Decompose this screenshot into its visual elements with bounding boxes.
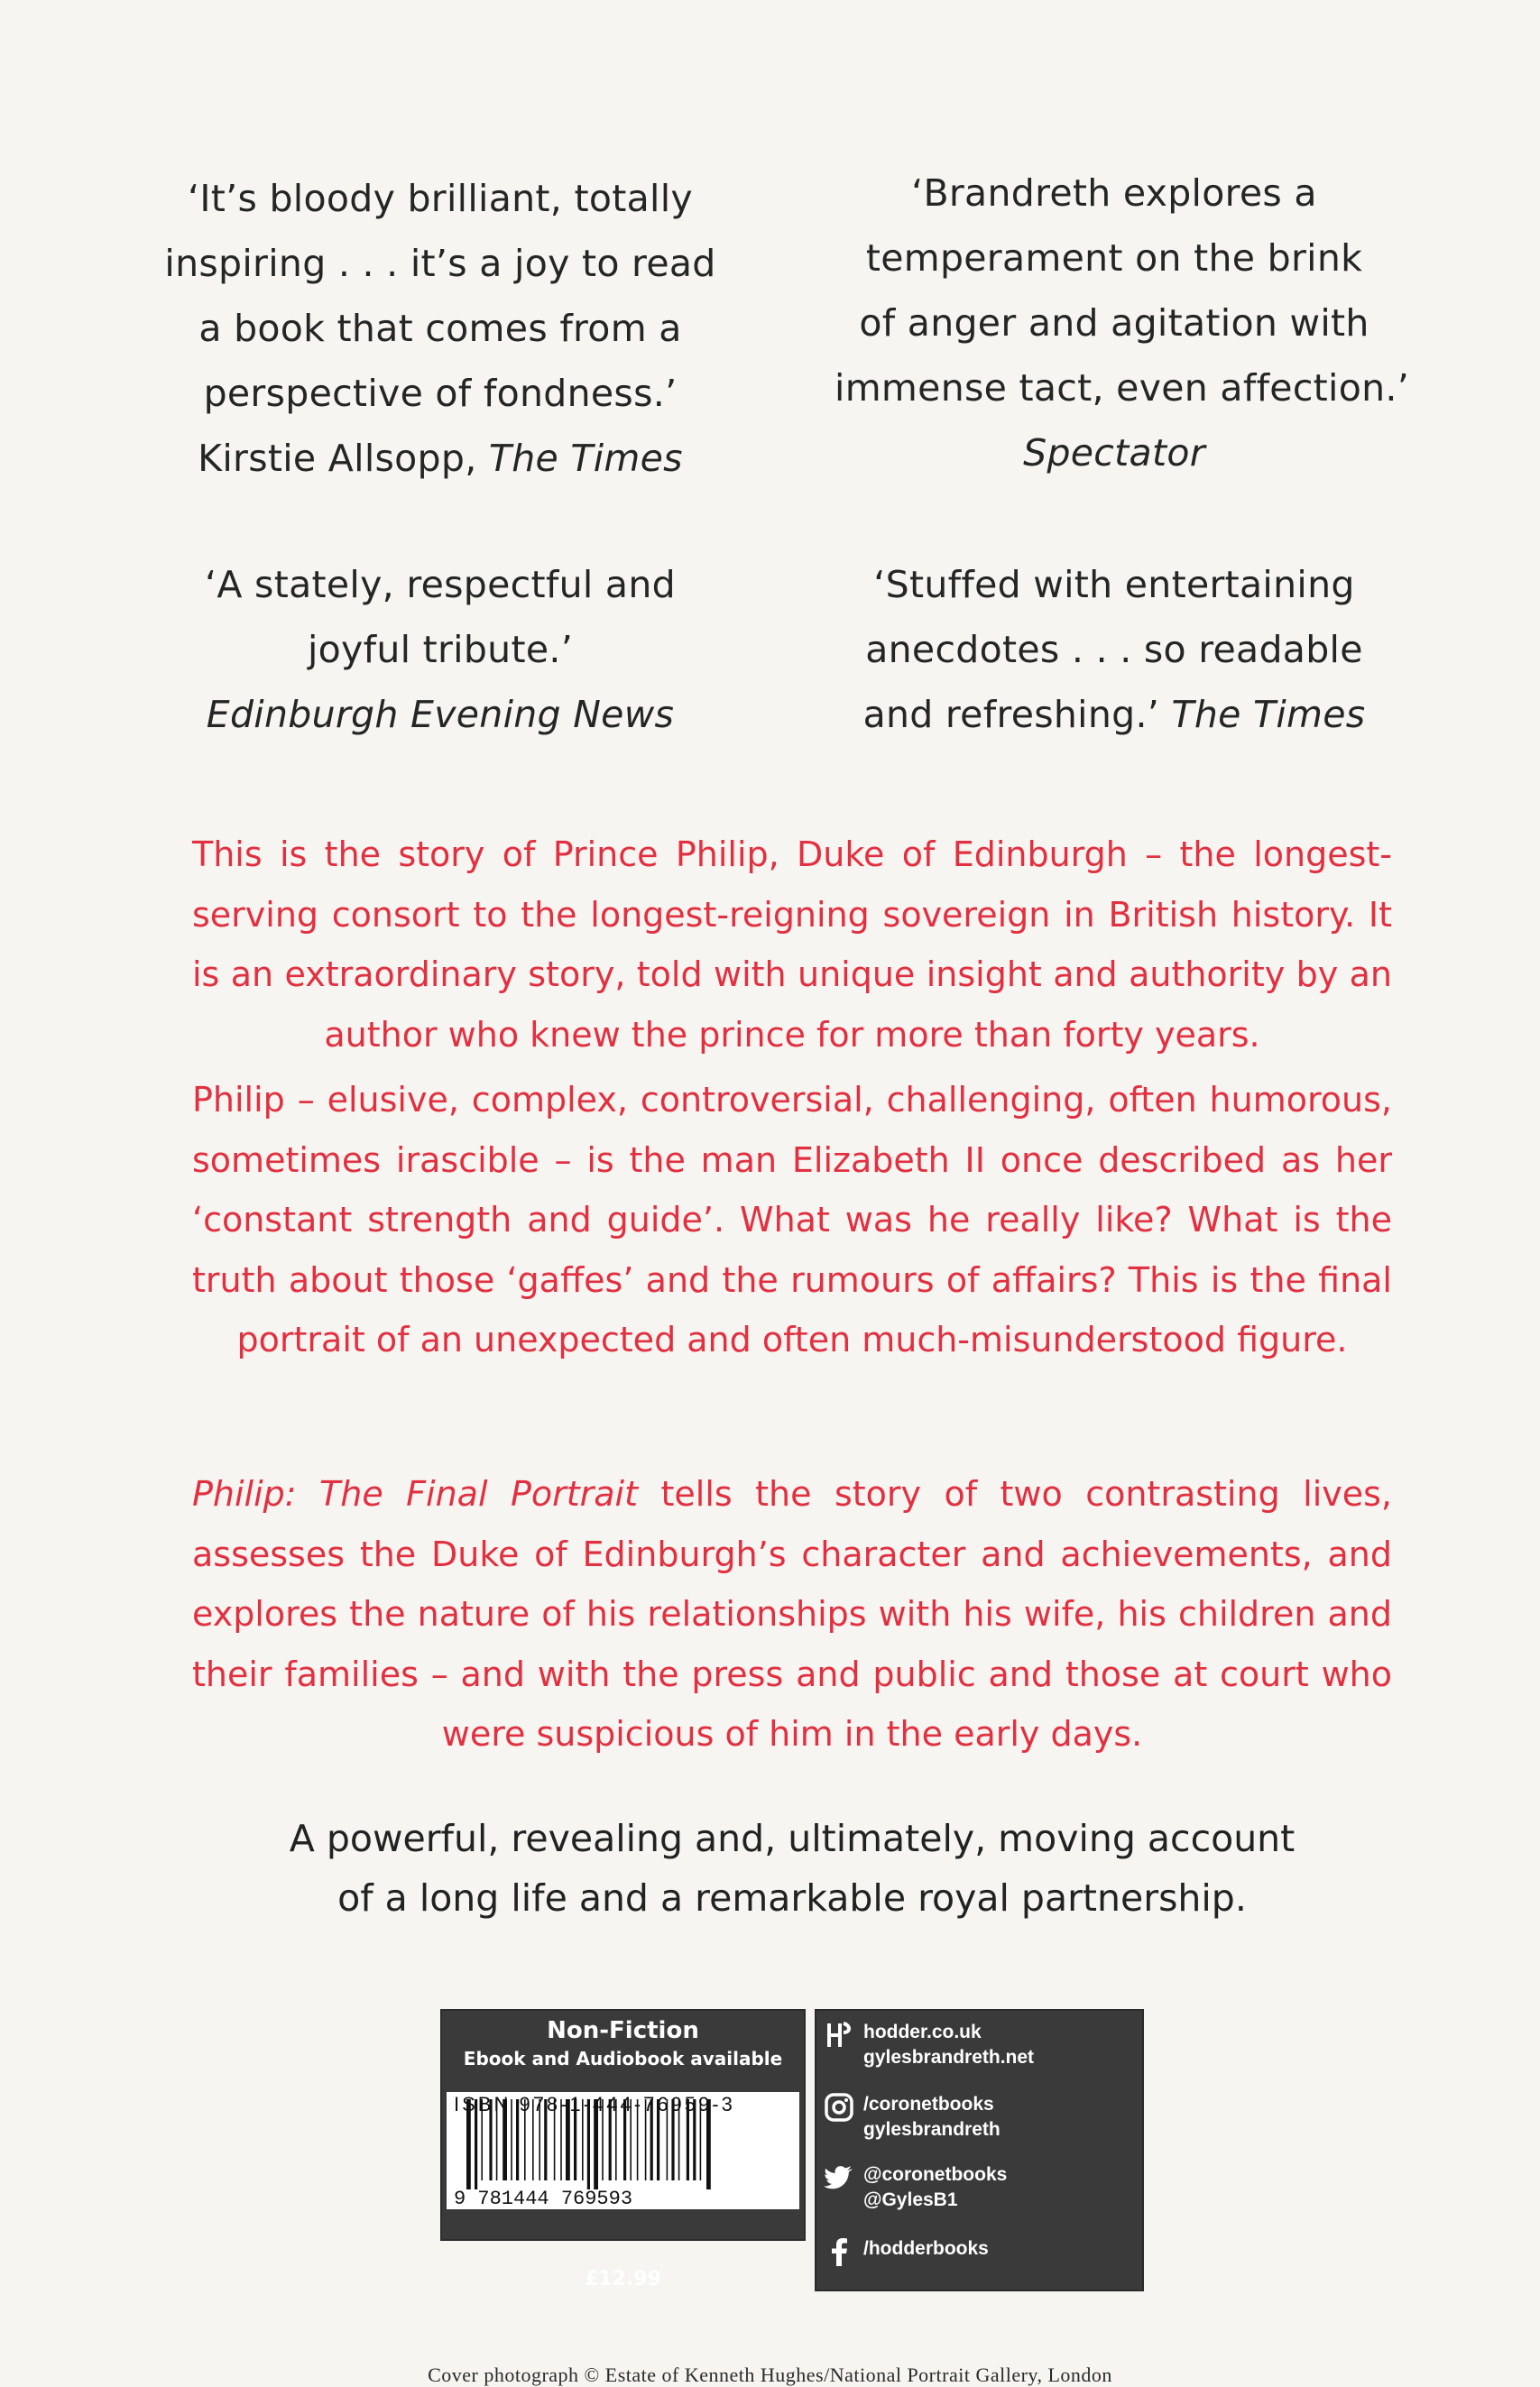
instagram-coronetbooks[interactable]: /coronetbooks [863,2094,994,2115]
instagram-icon [824,2092,854,2123]
twitter-coronetbooks[interactable]: @coronetbooks [863,2164,1008,2185]
quote-line: inspiring . . . it’s a joy to read [164,242,716,285]
quote-line: ‘A stately, respectful and [205,563,676,606]
quote-line: anecdotes . . . so readable [865,628,1363,671]
hodder-logo-icon [824,2020,854,2051]
blurb-paragraph-3-text: tells the story of two contrasting lives, assesses the Duke of Edinburgh’s character and achievements, and explores the nature of his relationships with his wife, his children and their families – and with the press and public and those at court who were suspicious of him in the early days. [192,1474,1393,1754]
quote-source-publication: Edinburgh Evening News [206,693,675,736]
twitter-links [824,2162,1007,2213]
publisher-links-box [815,2009,1144,2291]
quote-line: of anger and agitation with [859,301,1369,345]
quote-line: ‘Brandreth explores a [911,171,1317,215]
twitter-icon [824,2162,854,2193]
blurb-paragraph-2: Philip – elusive, complex, controversial, challenging, often humorous, sometimes irascible – is the man Elizabeth II once described as her ‘constant strength and guide’. What was he really like? What is the truth about those ‘gaffes’ and the rumours of affairs? This is the final portrait of an unexpected and often much-misunderstood figure. [192,1080,1392,1359]
quote-source-publication: Spectator [1023,431,1205,475]
barcode-box [440,2009,806,2241]
quote-source [161,682,720,747]
quote-line: perspective of fondness.’ [203,372,678,415]
barcode-digits: 9 781444 769593 [454,2188,633,2209]
quote-source [835,420,1394,485]
blurb-paragraph-3 [192,1464,1392,1765]
quote-line: ‘Stuffed with entertaining [873,563,1355,606]
quote-line: and refreshing.’ [862,693,1172,736]
quote-line: temperament on the brink [865,236,1363,280]
review-quote-spectator [835,161,1410,485]
price-label: £12.99 [585,2268,661,2290]
web-links [824,2020,1034,2070]
facebook-icon [824,2236,854,2267]
link-gylesbrandreth[interactable]: gylesbrandreth.net [863,2047,1035,2068]
review-quote-the-times [835,552,1394,747]
tagline-line-2: of a long life and a remarkable royal partnership. [337,1876,1247,1920]
instagram-links [824,2092,1001,2143]
review-quote-allsopp [161,166,720,491]
quote-source [161,426,720,491]
quote-source-publication: The Times [1171,693,1366,736]
review-quote-edinburgh-evening-news [161,552,720,747]
facebook-hodderbooks[interactable]: /hodderbooks [863,2238,989,2259]
tagline [192,1809,1392,1928]
link-hodder[interactable]: hodder.co.uk [863,2022,982,2042]
facebook-links [824,2236,989,2267]
book-title: Philip: The Final Portrait [192,1474,639,1514]
quote-line: immense tact, even affection.’ [835,366,1410,410]
cover-photo-credit: Cover photograph © Estate of Kenneth Hughes/National Portrait Gallery, London [428,2364,1112,2386]
blurb-paragraph-1: This is the story of Prince Philip, Duke of Edinburgh – the longest-serving consort to the longest-reigning sovereign in British history. It is an extraordinary story, told with unique insight and authority by an author who knew the prince for more than forty years. [192,834,1392,1055]
category-label: Non-Fiction [547,2017,699,2044]
quote-line: joyful tribute.’ [307,628,574,671]
instagram-gylesbrandreth[interactable]: gylesbrandreth [863,2119,1001,2140]
tagline-line-1: A powerful, revealing and, ultimately, moving account [289,1817,1296,1860]
twitter-gylesb1[interactable]: @GylesB1 [863,2189,958,2210]
quote-source-name: Kirstie Allsopp, [198,437,489,480]
isbn-label: ISBN 978-1-444-76959-3 [454,2093,735,2115]
quote-line: a book that comes from a [198,307,682,350]
quote-line: ‘It’s bloody brilliant, totally [188,177,693,220]
quote-source-publication: The Times [488,437,683,480]
quote-line-with-source [835,682,1394,747]
availability-label: Ebook and Audiobook available [463,2048,783,2069]
